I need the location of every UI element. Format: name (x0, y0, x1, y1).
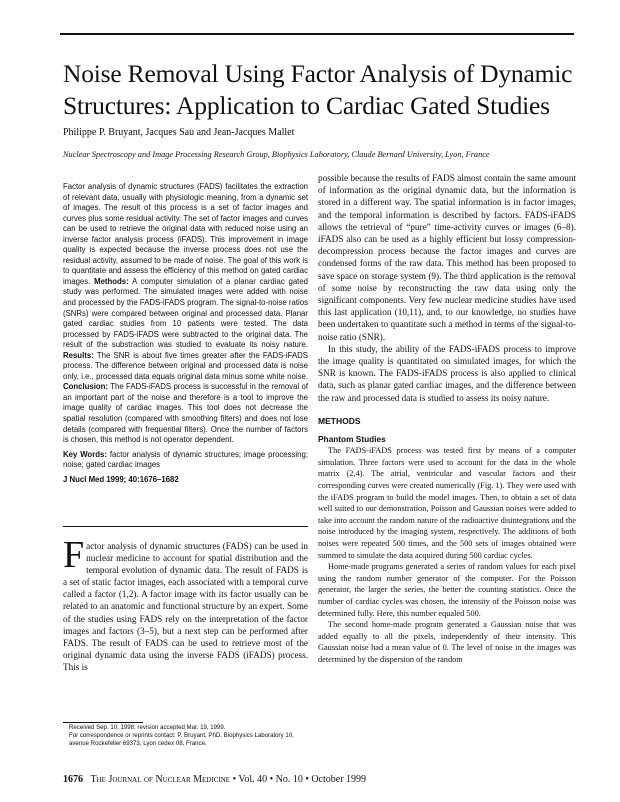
abstract-intro: Factor analysis of dynamic structures (FADS) facilitates the extraction of relevant data, usually with physiologic meaning, from a dynamic set of images. The result of this process is a set of factor images and curves plus some residual activity. The set of factor images and curves can be used to retrieve the original data with reduced noise using an inverse factor analysis process (iFADS). This improvement in image quality is expected because the inverse process does not use the residual activity, assumed to be made of noise. The goal of this work is to quantitate and assess the efficiency of this method on gated cardiac images. (63, 182, 308, 286)
page-footer (63, 774, 366, 785)
methods-paragraph-2: Home-made programs generated a series of random values for each pixel using the random number generator of the computer. For the Poisson generator, the larger the series, the better the counting statistics. Once the number of cardiac cycles was chosen, the intensity of the Poisson noise was determined fully. Here, this number equaled 500. (318, 562, 576, 618)
page-number: 1676 (63, 774, 83, 785)
footnote (63, 724, 308, 748)
top-rule (60, 33, 574, 35)
section-heading-methods: METHODS (318, 415, 361, 426)
keywords-label: Key Words: (63, 449, 107, 459)
abstract-results: The SNR is about five times greater after the FADS-iFADS process. The difference between original and processed data is noise only, i.e., processed data equals original data minus some white noise. (63, 350, 308, 381)
intro-text: actor analysis of dynamic structures (FADS) can be used in nuclear medicine to account for spatial distribution and the temporal evolution of dynamic data. The result of FADS is a set of static factor images, each associated with a temporal curve called a factor (1,2). A factor image with its factor usually can be related to an anatomic and functional structure by an expert. Some of the studies using FADS rely on the interpretation of the factor images and factors (3–5), but a next step can be performed after FADS. The result of FADS can be used to retrieve most of the original dynamic data using the inverse FADS (iFADS) process. This is (63, 541, 308, 672)
abstract (63, 182, 308, 485)
abstract-conclusion-label: Conclusion: (63, 382, 109, 392)
keywords (63, 450, 308, 471)
right-paragraph-2: In this study, the ability of the FADS-iFADS process to improve the image quality is quantitated on simulated images, for which the SNR is known. The FADS-iFADS process is also applied to clinical data, such as planar gated cardiac images, and the difference between the raw and processed data is studied to assess its noisy nature. (318, 343, 576, 403)
abstract-divider (63, 526, 308, 527)
citation: J Nucl Med 1999; 40:1676–1682 (63, 474, 179, 484)
abstract-methods-label: Methods: (94, 276, 129, 286)
abstract-methods: A computer simulation of a planar cardiac gated study was performed. The simulated images were added with noise and processed by the FADS-iFADS program. The signal-to-noise ratios (SNRs) were compared between original and processed data. Planar gated cardiac studies from 10 patients were tested. The data processed by FADS-iFADS were subtracted to the original data. The result of the substraction was studied to evaluate its noisy nature. (63, 276, 308, 350)
subsection-heading-phantom: Phantom Studies (318, 434, 386, 445)
right-column (318, 172, 576, 666)
drop-cap: F (63, 534, 85, 576)
footnote-received: Received Sep. 10, 1998; revision accepted Mar. 19, 1999. (69, 724, 226, 731)
affiliation: Nuclear Spectroscopy and Image Processing Research Group, Biophysics Laboratory, Claude Bernard University, Lyon, France (63, 150, 490, 159)
footnote-correspondence: For correspondence or reprints contact: P. Bruyant, PhD, Biophysics Laboratory 10, avenue Rockefeller 69373, Lyon cedex 08, France. (69, 732, 294, 747)
footnote-divider (63, 722, 143, 723)
abstract-text (63, 182, 308, 446)
methods-paragraph-1: The FADS-iFADS process was tested first by means of a computer simulation. Three factors were used to account for the data in the whole matrix (2,4). The atrial, ventricular and vascular factors and their corresponding curves were created numerically (Fig. 1). They were used with the iFADS program to build the model images. Then, to obtain a set of data well suited to our demonstration, Poisson and Gaussian noises were added to take into account the random nature of the radioactive disintegrations and the noise introduced by the imaging system, respectively. The additions of both noises were repeated 500 times, and the 500 sets of images obtained were summed to simulate the data acquired during 500 cardiac cycles. (318, 446, 576, 560)
keywords-text: factor analysis of dynamic structures; image processing; noise; gated cardiac images (63, 449, 309, 470)
journal-name: The Journal of Nuclear Medicine (90, 774, 231, 785)
authors: Philippe P. Bruyant, Jacques Sau and Jean-Jacques Mallet (63, 127, 295, 138)
issue-info: • Vol. 40 • No. 10 • October 1999 (232, 774, 367, 785)
right-paragraph-1: possible because the results of FADS almost contain the same amount of information as the original dynamic data, but the information is stored in a different way. The spatial information is in factor images, and the temporal information is described by factors. FADS-iFADS allows the retrieval of “pure” time-activity curves or images (6–8). iFADS also can be used as a highly efficient but lossy compression-decompression process because the factor images and curves are condensed forms of the raw data. This method has been proposed to save space on storage system (9). The third application is the removal of some noise by reconstructing the raw data using only the significant components. Very few nuclear medicine studies have used this last application (10,11), and, to our knowledge, no studies have been undertaken to quantitate such a method in terms of the signal-to-noise ratio (SNR). (318, 173, 576, 342)
introduction (63, 534, 308, 673)
abstract-conclusion: The FADS-iFADS process is successful in the removal of an important part of the noise and therefore is a tool to improve the image quality of cardiac images. This tool does not decrease the spatial resolution (compared with smoothing filters) and does not lose details (compared with frequential filters). Once the number of factors is chosen, this method is not operator dependent. (63, 382, 308, 445)
intro-paragraph (63, 534, 308, 673)
article-title: Noise Removal Using Factor Analysis of Dynamic Structures: Application to Cardiac Gated Studies (63, 59, 573, 120)
methods-paragraph-3: The second home-made program generated a Gaussian noise that was added equally to all the pixels, independently of their intensity. This Gaussian noise had a mean value of 0. The level of noise in the images was determined by the dispersion of the random (318, 620, 576, 664)
abstract-results-label: Results: (63, 350, 94, 360)
